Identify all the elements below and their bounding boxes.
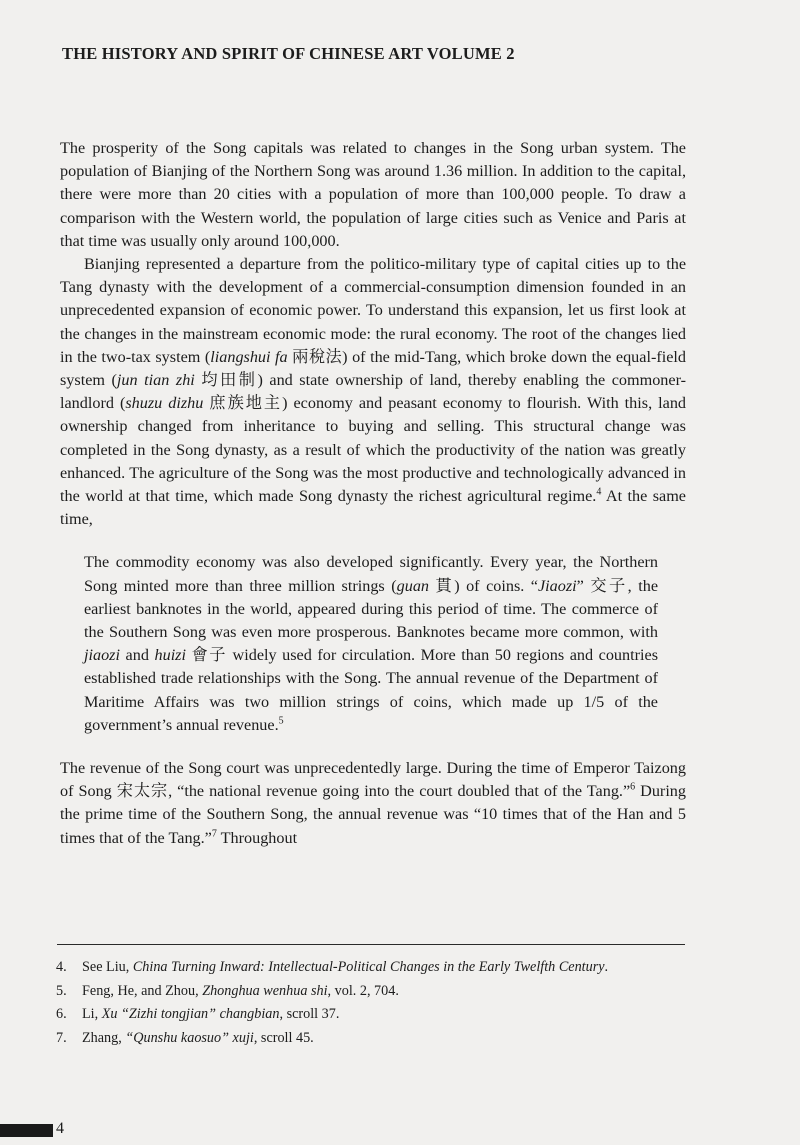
term-liangshui-fa: liangshui fa [210, 347, 288, 366]
footnote-title: “Qunshu kaosuo” xuji [125, 1029, 254, 1046]
block-quote [84, 551, 658, 737]
footnote-number: 4. [56, 959, 67, 975]
term-guan: guan [396, 576, 430, 595]
term-jiaozi-2: jiaozi [84, 646, 120, 665]
p2-cn-2: 均田制 [194, 371, 258, 390]
footnote-number: 7. [56, 1029, 67, 1046]
term-jiaozi: Jiaozi [538, 576, 577, 595]
footnote-ref-5[interactable]: 5 [278, 715, 284, 727]
term-huizi: huizi [154, 646, 186, 665]
footnote-author: Feng, He, and Zhou, [82, 982, 203, 999]
p2-cn-3: 庶族地主 [203, 394, 283, 413]
footnote-ref-4[interactable]: 4 [596, 486, 602, 498]
main-text [60, 137, 686, 850]
quote-text-b: ) of coins. “ [454, 576, 538, 595]
folio-bar [0, 1124, 53, 1137]
footnote-detail: , scroll 37. [279, 1006, 340, 1022]
footnote-author: Zhang, [82, 1029, 126, 1046]
footnote-author: Li, [82, 1006, 102, 1022]
footnote-number: 5. [56, 982, 67, 999]
footnote-title: Zhonghua wenhua shi [202, 982, 328, 999]
footnote-detail: , scroll 45. [253, 1029, 314, 1046]
quote-text-e: widely used for circulation. More than 50 regions and countries established trade relationships with the Song. The annual revenue of the Department of Maritime Affairs was two million strings of coins, which made up 1/5 of the government’s annual revenue. [84, 646, 658, 734]
running-head: THE HISTORY AND SPIRIT OF CHINESE ART VOLUME 2 [62, 44, 515, 63]
quote-text-d: and [119, 646, 155, 665]
footnote-text [82, 980, 399, 1004]
footnote-text [82, 956, 608, 980]
footnote-text [82, 1027, 314, 1051]
footnote-ref-7[interactable]: 7 [211, 828, 217, 840]
paragraph-1: The prosperity of the Song capitals was related to changes in the Song urban system. The population of Bianjing of the Northern Song was around 1.36 million. In addition to the capital, there were more than 20 cities with a population of more than 100,000 people. To draw a comparison with the Western world, the population of large cities such as Venice and Paris at that time was usually only around 100,000. [60, 139, 686, 250]
footnote-title: Xu “Zizhi tongjian” changbian [101, 1006, 280, 1022]
p2-text-d: ) economy and peasant economy to flourish. With this, land ownership changed from inheritance to buying and selling. This structural change was completed in the Song dynasty, as a result of which the productivity of the nation was greatly enhanced. The agriculture of the Song was the most productive and technologically advanced in the world at that time, which made Song dynasty the richest agricultural regime. [60, 394, 687, 506]
footnotes [56, 956, 696, 1050]
footnote-detail: . [604, 959, 609, 975]
quote-cn-1: 貫 [429, 576, 455, 595]
footnote-6 [56, 1003, 696, 1027]
p2-text-b: ) of the mid-Tang, which broke down the equal-field system ( [60, 347, 686, 390]
term-shuzu-dizhu: shuzu dizhu [125, 394, 204, 413]
term-jun-tian-zhi: jun tian zhi [116, 371, 195, 390]
footnote-7 [56, 1027, 696, 1051]
footnote-rule [57, 944, 685, 945]
quote-text-c: ” 交子, the earliest banknotes in the world, appeared during this period of time. The commerce of the Southern Song was even more prosperous. Banknotes became more common, with [84, 576, 659, 642]
footnote-ref-6[interactable]: 6 [630, 781, 636, 793]
p3-text-c: Throughout [216, 828, 298, 847]
p3-text-a: The revenue of the Song court was unprecedentedly large. During the time of Emperor Taizong of Song 宋太宗, “the national revenue going into the court doubled that of the Tang.” [60, 759, 686, 801]
footnote-4 [56, 956, 696, 980]
p3-text-b: During the prime time of the Southern Song, the annual revenue was “10 times that of the Han and 5 times that of the Tang.” [60, 782, 686, 847]
footnote-author: See Liu, [82, 959, 133, 975]
quote-text-a: The commodity economy was also developed significantly. Every year, the Northern Song minted more than three million strings ( [84, 553, 658, 595]
quote-cn-4: 會子 [185, 646, 227, 665]
footnote-number: 6. [56, 1006, 67, 1022]
footnote-5 [56, 980, 696, 1004]
footnote-title: China Turning Inward: Intellectual-Political Changes in the Early Twelfth Century [132, 959, 605, 975]
paragraph-3 [60, 757, 686, 850]
p2-text-a: Bianjing represented a departure from the politico-military type of capital cities up to the Tang dynasty with the development of a commercial-consumption dimension founded in an unprecedented expansion of economic power. To understand this expansion, let us first look at the changes in the mainstream economic mode: the rural economy. The root of the changes lied in the two-tax system ( [60, 255, 686, 366]
page-number: 4 [56, 1120, 64, 1137]
footnote-text [82, 1003, 339, 1027]
paragraph-2 [60, 253, 686, 531]
p2-text-c: ) and state ownership of land, thereby enabling the commoner-landlord ( [60, 371, 687, 413]
p2-text-e: At the same time, [60, 487, 686, 529]
p2-cn-1: 兩稅法 [287, 347, 343, 366]
footnote-detail: , vol. 2, 704. [327, 982, 399, 999]
